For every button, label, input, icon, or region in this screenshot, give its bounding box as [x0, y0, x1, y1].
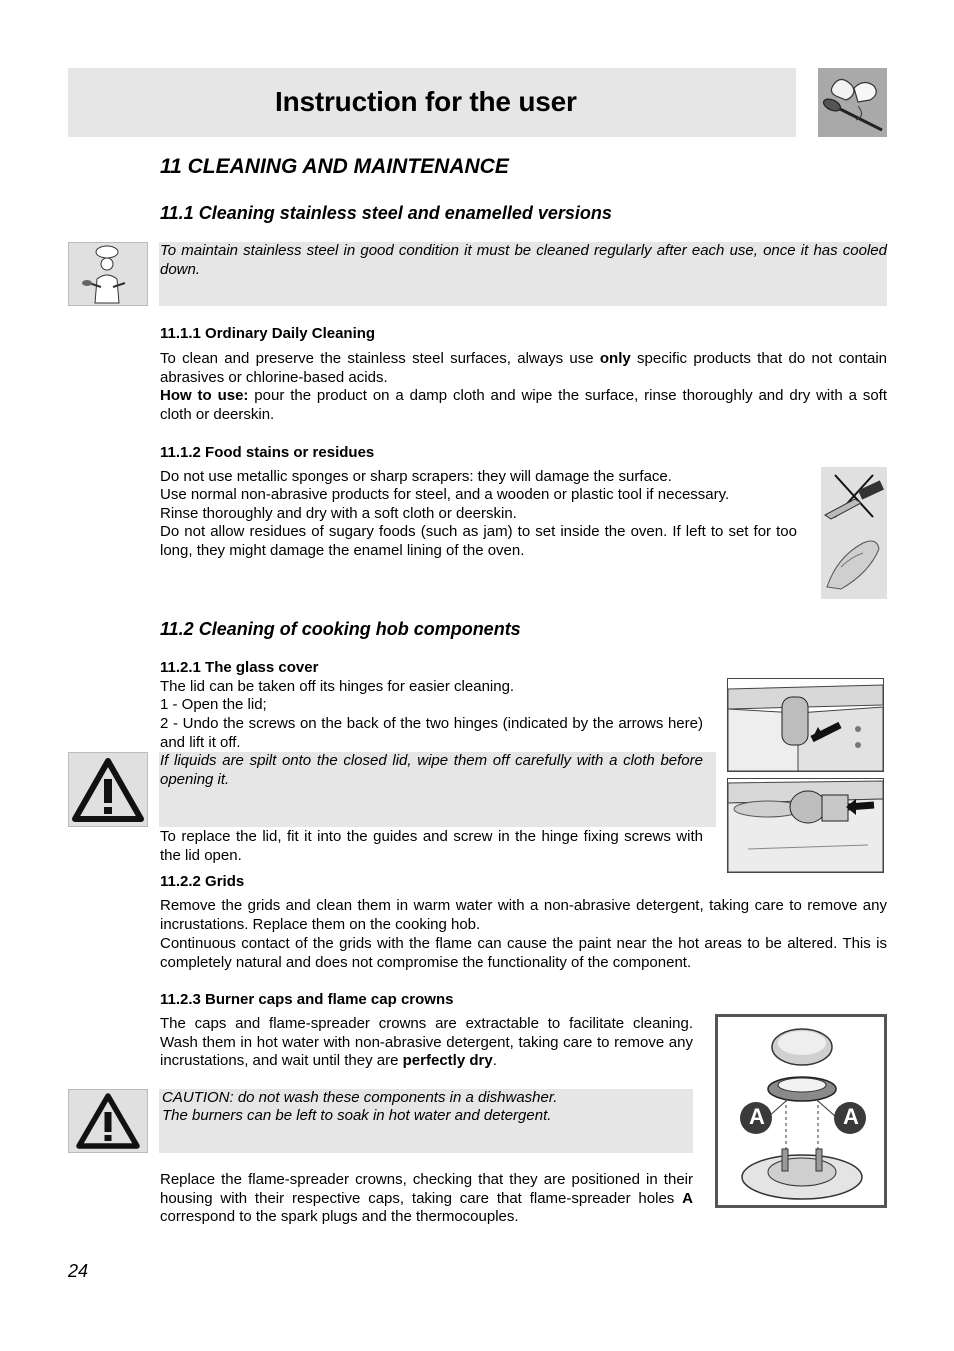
glass-cover-line-4: To replace the lid, fit it into the guides and screw in the hinge fixing screws with the lid open. — [160, 828, 703, 864]
burner-caps-paragraph-2: Replace the flame-spreader crowns, checking that they are positioned in their housing with their respective caps, taking care that flame-spreader holes A correspond to the spark plugs and the thermocouples. — [160, 1171, 693, 1226]
food-stains-line-2: Use normal non-abrasive products for steel, and a wooden or plastic tool if necessary. — [160, 486, 730, 503]
daily-cleaning-paragraph-2: How to use: pour the product on a damp cloth and wipe the surface, rinse thoroughly and dry with a soft cloth or deerskin. — [160, 387, 888, 423]
glass-cover-line-3: 2 - Undo the screws on the back of the two hinges (indicated by the arrows here) and lift it off. — [160, 715, 703, 751]
chef-icon — [68, 242, 148, 306]
glass-cover-line-2: 1 - Open the lid; — [160, 696, 267, 713]
chef-spoon-icon — [818, 68, 887, 137]
burner-caps-paragraph-1: The caps and flame-spreader crowns are extractable to facilitate cleaning. Wash them in hot water with non-abrasive detergent, taking care to remove any incrustations, and wait until they are perfectly dry. — [160, 1015, 693, 1070]
glass-cover-line-1: The lid can be taken off its hinges for easier cleaning. — [160, 678, 515, 695]
hinge-figure-1 — [727, 678, 884, 772]
caution-line-1: CAUTION: do not wash these components in a dishwasher. — [162, 1089, 558, 1106]
food-stains-line-4: Do not allow residues of sugary foods (such as jam) to set inside the oven. If left to set for too long, they might damage the enamel lining of the oven. — [160, 523, 797, 559]
spark-hole-label-left: A — [749, 1104, 765, 1129]
page-header-title: Instruction for the user — [275, 86, 577, 117]
subsection-title-11-2: 11.2 Cleaning of cooking hob components — [160, 619, 521, 639]
grids-paragraph-1: Remove the grids and clean them in warm water with a non-abrasive detergent, taking care to remove any incrustations. Replace them on the cooking hob. — [160, 897, 887, 933]
grids-paragraph-2: Continuous contact of the grids with the flame can cause the paint near the hot areas to be altered. This is completely natural and does not compromise the functionality of the component. — [160, 935, 887, 971]
subsection-title-11-1: 11.1 Cleaning stainless steel and enamelled versions — [160, 203, 612, 223]
subsubsection-title-11-2-1: 11.2.1 The glass cover — [160, 659, 319, 676]
burner-figure — [715, 1014, 887, 1208]
scraper-sponge-icon — [821, 467, 887, 599]
spark-hole-label-right: A — [843, 1104, 859, 1129]
hinge-figure-2 — [727, 778, 884, 873]
food-stains-line-3: Rinse thoroughly and dry with a soft cloth or deerskin. — [160, 505, 517, 522]
food-stains-line-1: Do not use metallic sponges or sharp scrapers: they will damage the surface. — [160, 468, 672, 485]
subsubsection-title-11-2-2: 11.2.2 Grids — [160, 873, 245, 890]
warning-icon — [68, 1089, 148, 1153]
subsubsection-title-11-1-1: 11.1.1 Ordinary Daily Cleaning — [160, 325, 376, 342]
section-title: 11 CLEANING AND MAINTENANCE — [160, 155, 509, 178]
daily-cleaning-paragraph-1: To clean and preserve the stainless steel surfaces, always use only specific products that do not contain abrasives or chlorine-based acids. — [160, 350, 887, 386]
warning-icon — [68, 752, 148, 827]
subsubsection-title-11-1-2: 11.1.2 Food stains or residues — [160, 444, 375, 461]
subsubsection-title-11-2-3: 11.2.3 Burner caps and flame cap crowns — [160, 991, 454, 1008]
stainless-note: To maintain stainless steel in good condition it must be cleaned regularly after each use, once it has cooled down. — [160, 242, 887, 278]
page-number: 24 — [68, 1261, 89, 1281]
glass-cover-warning: If liquids are spilt onto the closed lid, wipe them off carefully with a cloth before opening it. — [160, 752, 703, 788]
caution-line-2: The burners can be left to soak in hot water and detergent. — [162, 1107, 552, 1124]
